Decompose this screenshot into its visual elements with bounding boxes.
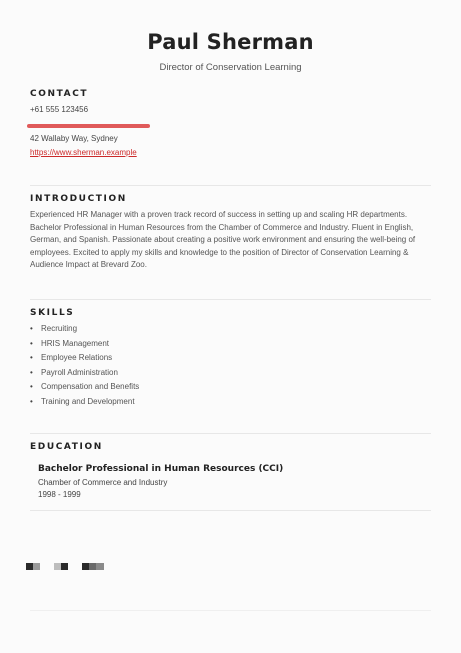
- skill-item: • Payroll Administration: [30, 366, 139, 381]
- skills-list: [30, 322, 139, 409]
- section-divider: [30, 299, 431, 300]
- accent-bar: [27, 124, 150, 128]
- bullet-icon: •: [30, 324, 33, 333]
- education-school: Chamber of Commerce and Industry: [38, 478, 168, 487]
- skill-item: • Training and Development: [30, 395, 139, 410]
- bullet-icon: •: [30, 353, 33, 362]
- education-years: 1998 - 1999: [38, 490, 81, 499]
- section-divider: [30, 433, 431, 434]
- contact-website-link[interactable]: https://www.sherman.example: [30, 148, 137, 157]
- skill-item: • Compensation and Benefits: [30, 380, 139, 395]
- candidate-name: Paul Sherman: [147, 30, 314, 54]
- education-heading: EDUCATION: [30, 442, 103, 452]
- introduction-heading: INTRODUCTION: [30, 194, 127, 204]
- skills-heading: SKILLS: [30, 308, 75, 318]
- education-degree: Bachelor Professional in Human Resources (CCI): [38, 464, 284, 474]
- contact-heading: CONTACT: [30, 89, 89, 99]
- page-divider: [30, 610, 431, 611]
- contact-address: 42 Wallaby Way, Sydney: [30, 134, 118, 143]
- bullet-icon: •: [30, 396, 33, 406]
- skill-item: • Employee Relations: [30, 351, 139, 366]
- introduction-text: Experienced HR Manager with a proven track record of success in setting up and scaling HR departments. Bachelor Professional in Human Resources from the Chamber of Commerce and Industry. Fluent in English, German, and Spanish. Passionate about creating a positive work environment and ensuring the well-being of employees. Excited to apply my skills and knowledge to the position of Director of Conservation Learning & Audience Impact at Brevard Zoo.: [30, 210, 416, 269]
- skill-item: • HRIS Management: [30, 337, 139, 352]
- candidate-role: Director of Conservation Learning: [159, 62, 302, 73]
- contact-phone: +61 555 123456: [30, 105, 89, 114]
- skill-item: • Recruiting: [30, 322, 139, 337]
- bullet-icon: •: [30, 338, 33, 348]
- section-divider: [30, 510, 431, 511]
- bullet-icon: •: [30, 382, 33, 391]
- section-divider: [30, 185, 431, 186]
- bullet-icon: •: [30, 367, 33, 377]
